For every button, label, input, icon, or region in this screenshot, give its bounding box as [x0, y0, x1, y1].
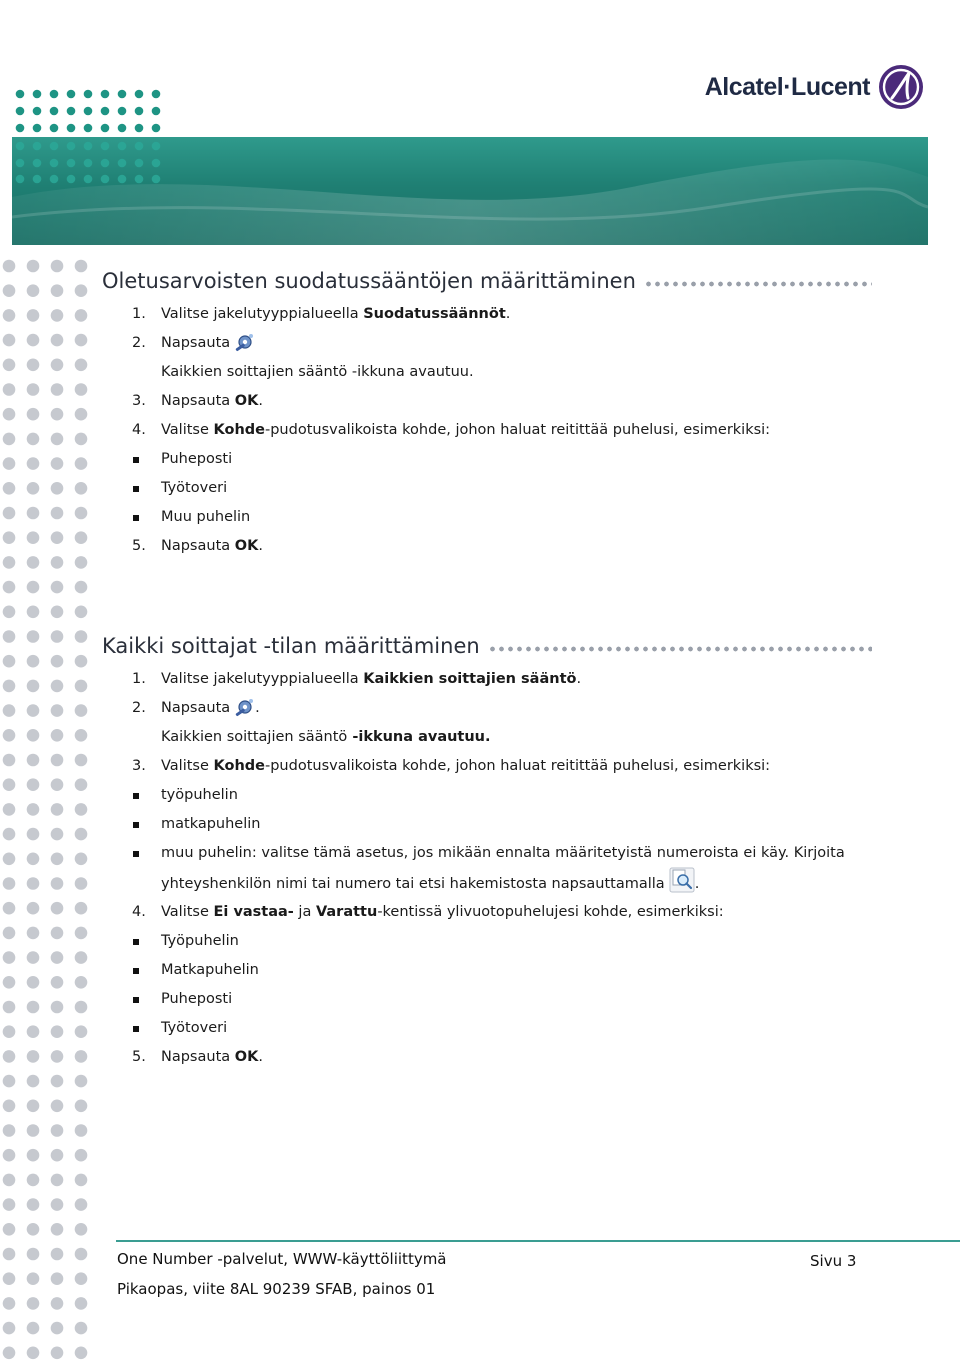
emphasis-text: Kohde [213, 758, 265, 774]
section [102, 266, 872, 561]
title-dot-leader [488, 646, 872, 652]
bullet-square-icon [133, 1026, 139, 1032]
step-number: 2. [132, 700, 146, 716]
bullet-item [102, 445, 872, 474]
step-text: Kaikkien soittajien sääntö [161, 729, 348, 745]
step-text: työpuhelin [161, 787, 238, 803]
footer-subtitle: Pikaopas, viite 8AL 90239 SFAB, painos 01 [117, 1280, 436, 1298]
bullet-item [102, 956, 872, 985]
bullet-item [102, 810, 872, 839]
step-item [102, 752, 872, 781]
bullet-item [102, 1014, 872, 1043]
section-title [102, 631, 872, 661]
side-dot-pattern [0, 258, 92, 1366]
step-text: Työtoveri [161, 1020, 228, 1036]
section-title [102, 266, 872, 296]
step-text: Kaikkien soittajien sääntö -ikkuna avautuu. [161, 364, 474, 380]
step-text: Valitse jakelutyyppialueella [161, 671, 364, 687]
title-dot-leader [644, 281, 872, 287]
step-text: Napsauta [161, 538, 235, 554]
step-text: matkapuhelin [161, 816, 261, 832]
step-item [102, 723, 872, 752]
step-text: Valitse jakelutyyppialueella [161, 306, 364, 322]
header-banner [12, 137, 928, 245]
step-text: -kentissä ylivuotopuhelujesi kohde, esimerkiksi: [377, 904, 724, 920]
step-text: . [505, 306, 511, 322]
step-text: Valitse [161, 422, 214, 438]
emphasis-text: OK [234, 393, 259, 409]
bullet-item [102, 474, 872, 503]
step-text: Napsauta [161, 393, 235, 409]
step-text: Työtoveri [161, 480, 228, 496]
page-number: Sivu 3 [810, 1252, 857, 1270]
step-text: Valitse [161, 904, 214, 920]
step-number: 5. [132, 538, 146, 554]
brand-logo [705, 64, 924, 110]
bullet-item [102, 503, 872, 532]
section-title-text: Oletusarvoisten suodatussääntöjen määrittäminen [102, 269, 636, 293]
bullet-item [102, 839, 872, 898]
step-item [102, 416, 872, 445]
step-number: 3. [132, 758, 146, 774]
step-number: 4. [132, 904, 146, 920]
step-item [102, 694, 872, 723]
alcatel-lucent-logo-icon [878, 64, 924, 110]
bullet-item [102, 985, 872, 1014]
emphasis-text: Suodatussäännöt [363, 306, 506, 322]
step-text: . [258, 393, 263, 409]
step-number: 3. [132, 393, 146, 409]
emphasis-text: Kohde [213, 422, 265, 438]
step-item [102, 1043, 872, 1072]
step-text: . [694, 876, 700, 892]
emphasis-text: OK [234, 538, 259, 554]
rules-gear-icon[interactable] [233, 698, 255, 718]
directory-search-icon[interactable] [669, 867, 695, 893]
step-text: . [255, 700, 260, 716]
step-number: 4. [132, 422, 146, 438]
bullet-square-icon [133, 457, 139, 463]
emphasis-text: Varattu [315, 904, 378, 920]
step-item [102, 387, 872, 416]
section-title-text: Kaikki soittajat -tilan määrittäminen [102, 634, 480, 658]
step-number: 1. [132, 671, 146, 687]
bullet-square-icon [133, 851, 139, 857]
step-item [102, 300, 872, 329]
step-item [102, 358, 872, 387]
bullet-square-icon [133, 939, 139, 945]
step-text: . [258, 1049, 263, 1065]
banner-wave-decoration [12, 137, 928, 245]
step-item [102, 898, 872, 927]
step-number: 5. [132, 1049, 146, 1065]
step-text: Matkapuhelin [161, 962, 259, 978]
step-text: -pudotusvalikoista kohde, johon haluat reitittää puhelusi, esimerkiksi: [265, 422, 771, 438]
bullet-item [102, 781, 872, 810]
section [102, 631, 872, 1072]
step-number: 1. [132, 306, 146, 322]
footer-divider [116, 1240, 960, 1242]
bullet-square-icon [133, 793, 139, 799]
step-text: Työpuhelin [161, 933, 239, 949]
step-text: Puheposti [161, 451, 233, 467]
step-text: Puheposti [161, 991, 233, 1007]
step-text: Napsauta [161, 335, 231, 351]
step-text: ja [293, 904, 316, 920]
bullet-square-icon [133, 515, 139, 521]
bullet-item [102, 927, 872, 956]
emphasis-text: -ikkuna avautuu. [347, 729, 491, 745]
emphasis-text: Kaikkien soittajien sääntö [363, 671, 577, 687]
step-text: Napsauta [161, 1049, 235, 1065]
step-number: 2. [132, 335, 146, 351]
step-text: Napsauta [161, 700, 231, 716]
emphasis-text: OK [234, 1049, 259, 1065]
emphasis-text: Ei vastaa- [213, 904, 294, 920]
brand-name: Alcatel·Lucent [704, 72, 870, 101]
bullet-square-icon [133, 486, 139, 492]
bullet-square-icon [133, 968, 139, 974]
step-text: muu puhelin: valitse tämä asetus, jos mikään ennalta määritetyistä numeroista ei käy. Kirjoita yhteyshenkilön nimi tai numero tai etsi hakemistosta napsauttamalla [161, 845, 845, 892]
step-item [102, 532, 872, 561]
footer-title: One Number -palvelut, WWW-käyttöliittymä [117, 1250, 447, 1268]
step-text: -pudotusvalikoista kohde, johon haluat reitittää puhelusi, esimerkiksi: [265, 758, 771, 774]
step-text: Valitse [161, 758, 214, 774]
bullet-square-icon [133, 822, 139, 828]
step-text: . [576, 671, 582, 687]
bullet-square-icon [133, 997, 139, 1003]
rules-gear-icon[interactable] [233, 333, 255, 353]
step-text: . [258, 538, 263, 554]
step-text: Muu puhelin [161, 509, 251, 525]
step-item [102, 665, 872, 694]
step-item [102, 329, 872, 358]
